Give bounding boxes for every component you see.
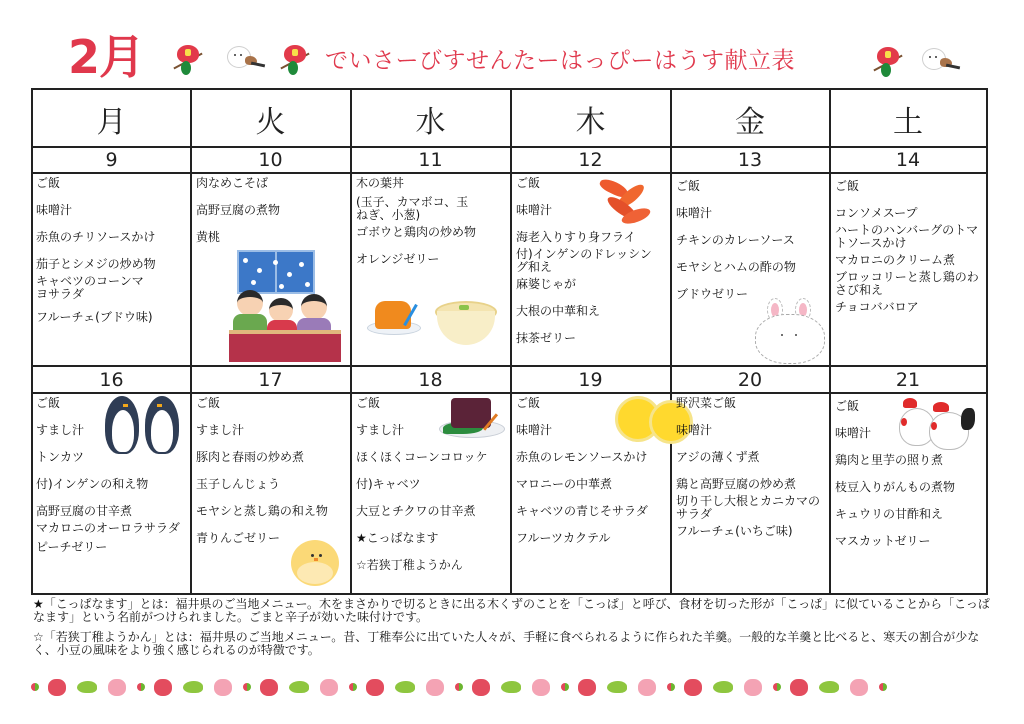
camellia-icon [277, 42, 311, 76]
pink-plum-flower-icon [846, 677, 876, 697]
menu-item: 高野豆腐の煮物 [196, 203, 281, 217]
red-plum-flower-icon [468, 677, 498, 697]
menu-item: モヤシとハムの酢の物 [676, 260, 796, 274]
menu-list-10 [193, 173, 343, 244]
dot-icon [240, 677, 256, 697]
menu-item: ご飯 [356, 396, 381, 410]
notes-section [33, 598, 993, 664]
menu-item: すまし汁 [196, 423, 245, 437]
menu-item: 豚肉と春雨の炒め煮 [196, 450, 305, 464]
menu-calendar-table [31, 88, 988, 595]
long-tailed-tit-icon [225, 42, 265, 74]
menu-item: チキンのカレーソース [676, 233, 795, 247]
red-plum-flower-icon [44, 677, 74, 697]
menu-item: すまし汁 [356, 423, 405, 437]
menu-item: ブロッコリーと蒸し鶏のわさび和え [835, 270, 979, 297]
menu-item: モヤシと蒸し鶏の和え物 [196, 504, 328, 518]
menu-item: ご飯 [835, 179, 860, 193]
menu-item: 肉なめこそば [196, 176, 269, 190]
bush-warbler-icon [498, 677, 528, 697]
pink-plum-flower-icon [210, 677, 240, 697]
menu-item: ☆若狭丁稚ようかん [356, 558, 463, 572]
menu-item: マスカットゼリー [835, 534, 931, 548]
menu-item: 鶏と高野豆腐の炒め煮 [676, 477, 797, 491]
menu-item: ご飯 [516, 176, 541, 190]
menu-item: 茄子とシメジの炒め物 [36, 257, 156, 271]
menu-item: 味噌汁 [676, 206, 713, 220]
menu-item: 麻婆じゃが [516, 277, 577, 291]
menu-item: 味噌汁 [36, 203, 73, 217]
red-plum-flower-icon [256, 677, 286, 697]
menu-item: マカロニのオーロラサラダ [36, 521, 180, 535]
menu-item: 赤魚のレモンソースかけ [516, 450, 648, 464]
menu-item: (玉子、カマボコ、玉ねぎ、小葱) [356, 195, 469, 222]
note-koppanamasu: ★「こっぱなます」とは：福井県のご当地メニュー。木をまさかりで切るときに出る木くずのことを「こっぱ」と呼び、食材を切った形が「こっぱ」に似ていることから「こっぱなます」という名前がつけられました。ごまと辛子が効いた味付けです。 [33, 597, 990, 624]
dot-icon [558, 677, 574, 697]
chickens-illustration [897, 398, 977, 452]
menu-item: アジの薄くず煮 [676, 450, 760, 464]
menu-item: ピーチゼリー [36, 540, 108, 554]
camellia-icon [870, 44, 904, 78]
menu-item: トンカツ [36, 450, 85, 464]
menu-item: ご飯 [36, 176, 61, 190]
red-plum-flower-icon [150, 677, 180, 697]
title-row [0, 22, 1024, 86]
menu-item: フルーチェ(いちご味) [676, 524, 793, 538]
bush-warbler-icon [604, 677, 634, 697]
date-cell: 20 [737, 369, 763, 391]
pink-plum-flower-icon [316, 677, 346, 697]
red-plum-flower-icon [362, 677, 392, 697]
date-cell: 14 [895, 149, 921, 171]
date-cell: 16 [99, 369, 124, 391]
menu-item: コンソメスープ [835, 206, 918, 220]
weekday-header-sat: 土 [893, 104, 923, 140]
bush-warbler-icon [180, 677, 210, 697]
dot-icon [346, 677, 362, 697]
bush-warbler-icon [74, 677, 104, 697]
weekday-header-mon: 月 [96, 104, 127, 140]
date-cell: 19 [578, 369, 603, 391]
date-cell: 9 [105, 149, 118, 171]
menu-item: 玉子しんじょう [196, 477, 281, 491]
menu-item: 黄桃 [196, 230, 221, 244]
red-plum-flower-icon [786, 677, 816, 697]
dot-icon [452, 677, 468, 697]
menu-item: 大根の中華和え [516, 304, 601, 318]
bush-warbler-icon [286, 677, 316, 697]
menu-item: ご飯 [835, 399, 860, 413]
penguins-illustration [101, 396, 185, 458]
menu-item: フルーツカクテル [516, 531, 611, 545]
fluffy-rabbit-illustration [753, 298, 827, 364]
menu-item: ご飯 [516, 396, 541, 410]
menu-item: すまし汁 [36, 423, 85, 437]
bush-warbler-icon [710, 677, 740, 697]
menu-item: ハートのハンバーグのトマトソースかけ [835, 223, 979, 250]
menu-item: ほくほくコーンコロッケ [356, 450, 488, 464]
dot-icon [664, 677, 680, 697]
pink-plum-flower-icon [422, 677, 452, 697]
red-plum-flower-icon [574, 677, 604, 697]
shrimp-illustration [595, 176, 657, 230]
menu-item: 木の葉丼 [356, 176, 405, 190]
date-cell: 12 [578, 149, 603, 171]
menu-item: 付)インゲンのドレッシング和え [516, 247, 652, 274]
dot-icon [876, 677, 892, 697]
menu-list-20 [673, 393, 825, 538]
menu-item: 味噌汁 [835, 426, 872, 440]
date-cell: 21 [895, 369, 921, 391]
long-tailed-tit-icon [920, 44, 960, 76]
menu-item: キュウリの甘酢和え [835, 507, 944, 521]
date-cell: 17 [258, 369, 283, 391]
menu-item: 鶏肉と里芋の照り煮 [835, 453, 944, 467]
family-eating-soba-illustration [229, 250, 345, 362]
menu-item: 赤魚のチリソースかけ [36, 230, 156, 244]
page-title: でいさーびすせんたーはっぴーはうす献立表 [325, 48, 795, 74]
dot-icon [28, 677, 44, 697]
menu-item: ★こっぱなます [356, 531, 439, 545]
menu-item: フルーチェ(ブドウ味) [36, 310, 153, 324]
menu-item: ゴボウと鶏肉の炒め物 [356, 225, 477, 239]
weekday-header-tue: 火 [255, 104, 286, 140]
weekday-header-thu: 木 [575, 104, 606, 140]
menu-item: 海老入りすり身フライ [516, 230, 636, 244]
pink-plum-flower-icon [528, 677, 558, 697]
weekday-header-fri: 金 [735, 104, 765, 140]
menu-item: マロニーの中華煮 [516, 477, 613, 491]
menu-item: キャベツの青じそサラダ [516, 504, 648, 518]
menu-list-13 [673, 176, 823, 301]
pink-plum-flower-icon [104, 677, 134, 697]
menu-item: 大豆とチクワの甘辛煮 [356, 504, 476, 518]
bush-warbler-icon [816, 677, 846, 697]
menu-item: ご飯 [36, 396, 61, 410]
menu-item: 味噌汁 [516, 423, 553, 437]
date-cell: 11 [418, 149, 443, 171]
menu-item: 抹茶ゼリー [516, 331, 577, 345]
menu-item: マカロニのクリーム煮 [835, 253, 956, 267]
month-label: 2月 [68, 30, 145, 84]
yokan-illustration [437, 394, 509, 442]
orange-jelly-and-donburi-illustration [365, 295, 505, 355]
menu-list-9 [33, 173, 183, 324]
menu-list-17 [193, 393, 348, 545]
dot-icon [770, 677, 786, 697]
menu-item: 付)インゲンの和え物 [36, 477, 149, 491]
menu-item: 付)キャベツ [356, 477, 421, 491]
bush-warbler-icon [392, 677, 422, 697]
menu-item: 味噌汁 [676, 423, 713, 437]
date-cell: 18 [418, 369, 443, 391]
menu-item: 味噌汁 [516, 203, 553, 217]
menu-item: 切り干し大根とカニカマのサラダ [676, 494, 821, 521]
note-decchi-yokan: ☆「若狭丁稚ようかん」とは：福井県のご当地メニュー。昔、丁稚奉公に出ていた人々が、手軽に食べられるように作られた羊羹。一般的な羊羹と比べると、寒天の割合が少なく、小豆の風味をより強く感じられるのが特徴です。 [33, 630, 980, 657]
menu-list-11 [353, 173, 503, 266]
weekday-header-wed: 水 [415, 104, 446, 140]
menu-item: ご飯 [676, 179, 701, 193]
camellia-icon [170, 42, 204, 76]
red-plum-flower-icon [680, 677, 710, 697]
dot-icon [134, 677, 150, 697]
pink-plum-flower-icon [634, 677, 664, 697]
menu-item: キャベツのコーンマヨサラダ [36, 274, 144, 301]
date-cell: 13 [737, 149, 763, 171]
menu-item: ブドウゼリー [676, 287, 749, 301]
menu-item: ご飯 [196, 396, 221, 410]
menu-item: 青りんごゼリー [196, 531, 281, 545]
menu-item: 野沢菜ご飯 [676, 396, 737, 410]
date-cell: 10 [258, 149, 283, 171]
menu-list-14 [832, 176, 982, 314]
menu-item: 枝豆入りがんもの煮物 [835, 480, 956, 494]
menu-item: 高野豆腐の甘辛煮 [36, 504, 133, 518]
pink-plum-flower-icon [740, 677, 770, 697]
chick-illustration [289, 538, 345, 594]
decorative-border [28, 676, 988, 698]
menu-item: オレンジゼリー [356, 252, 440, 266]
menu-item: チョコババロア [835, 300, 919, 314]
